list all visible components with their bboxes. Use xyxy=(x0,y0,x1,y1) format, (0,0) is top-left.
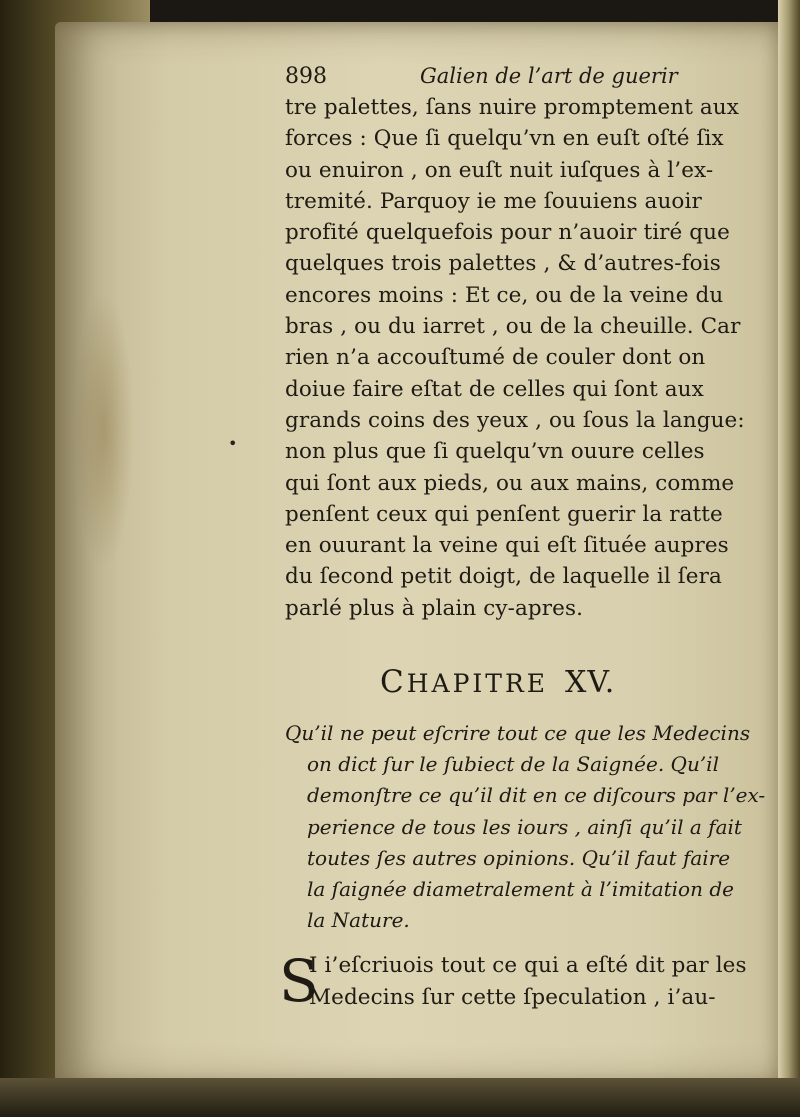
text-line: ou enuiron , on euſt nuit iuſques à l’ex- xyxy=(285,157,714,183)
summary-line: demonſtre ce qu’il dit en ce diſcours par l’ex- xyxy=(307,783,766,808)
text-line: tre palettes, ſans nuire promptement aux xyxy=(285,95,739,120)
text-line: penſent ceux qui penſent guerir la ratte xyxy=(285,501,723,527)
body-text-bottom xyxy=(279,947,780,1016)
text-line: quelques trois palettes , & d’autres-fois xyxy=(285,251,721,277)
chapter-heading xyxy=(285,664,780,704)
text-line: grands coins des yeux , ou ſous la langue: xyxy=(285,407,745,433)
text-line: en ouurant la veine qui eſt ſituée aupres xyxy=(285,533,729,559)
page-header xyxy=(285,64,780,92)
text-line: doiue faire eſtat de celles qui ſont aux xyxy=(285,376,704,402)
text-line: bras , ou du iarret , ou de la cheuille. Car xyxy=(285,314,741,340)
text-line: forces : Que ſi quelqu’vn en euſt oſté ſix xyxy=(285,126,724,152)
drop-cap: S xyxy=(279,947,319,1016)
text-line: non plus que ſi quelqu’vn ouure celles xyxy=(285,439,705,465)
summary-line: perience de tous les iours , ainſi qu’il a fait xyxy=(307,814,742,839)
next-page-edge xyxy=(778,0,800,1117)
summary-line: la Nature. xyxy=(307,908,410,933)
bottom-shadow xyxy=(0,1078,800,1117)
text-line: tremité. Parquoy ie me ſouuiens auoir xyxy=(285,188,702,214)
page-number: 898 xyxy=(285,64,327,89)
text-line: profité quelquefois pour n’auoir tiré que xyxy=(285,220,730,246)
page-stain xyxy=(74,290,134,570)
chapter-initial: C xyxy=(380,664,407,701)
text-line: parlé plus à plain cy-apres. xyxy=(285,595,584,621)
summary-line: Qu’il ne peut eſcrire tout ce que les Medecins xyxy=(285,721,751,746)
text-line: du ſecond petit doigt, de laquelle il ſera xyxy=(285,564,722,590)
text-line: qui ſont aux pieds, ou aux mains, comme xyxy=(285,470,735,496)
chapter-word: HAPITRE xyxy=(406,669,549,699)
chapter-summary xyxy=(285,718,780,936)
body-text-top xyxy=(285,92,780,624)
text-line: rien n’a accouſtumé de couler dont on xyxy=(285,345,706,371)
chapter-number: XV. xyxy=(565,665,616,701)
page-text xyxy=(279,64,780,1016)
text-line: Medecins ſur cette ſpeculation , i’au- xyxy=(309,984,716,1010)
summary-line: toutes ſes autres opinions. Qu’il faut faire xyxy=(307,845,731,870)
text-line: encores moins : Et ce, ou de la veine du xyxy=(285,282,724,308)
summary-line: on dict ſur le ſubiect de la Saignée. Qu’il xyxy=(307,752,719,777)
margin-mark: • xyxy=(228,434,238,453)
text-line-content: I i’eſcriuois tout ce qui a eſté dit par les xyxy=(309,953,747,979)
running-head: Galien de l’art de guerir xyxy=(420,64,678,88)
summary-line: la ſaignée diametralement à l’imitation de xyxy=(307,877,734,902)
